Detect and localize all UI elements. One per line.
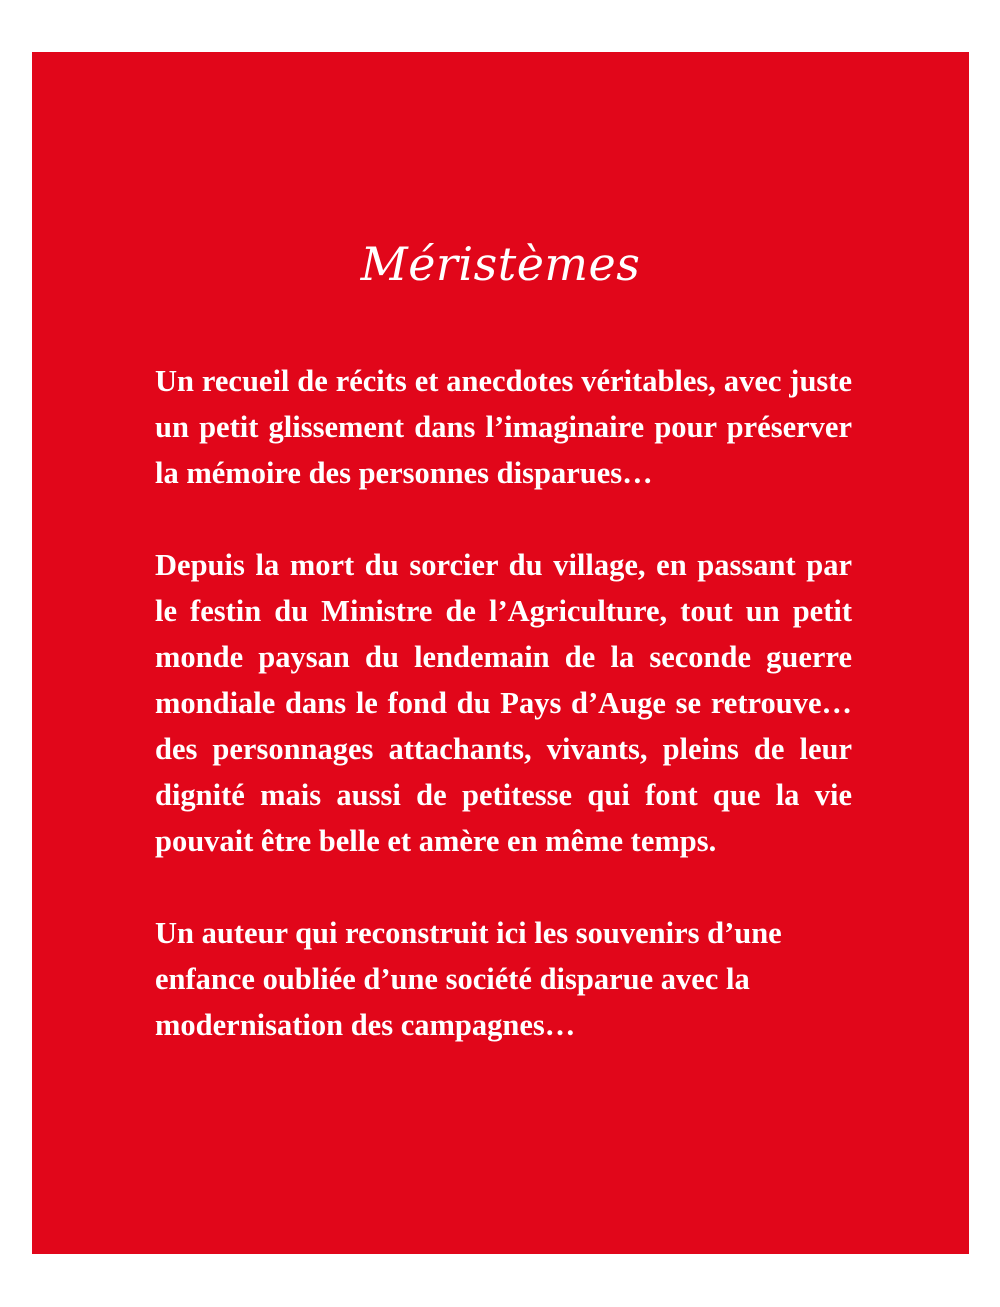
- blurb-paragraph-1: Un recueil de récits et anecdotes véritables, avec juste un petit glissement dans l’imaginaire pour préserver la mémoire des personnes disparues…: [155, 364, 852, 490]
- back-cover: [32, 52, 969, 1254]
- blurb: [155, 358, 852, 1094]
- blurb-paragraph-3: Un auteur qui reconstruit ici les souvenirs d’une enfance oubliée d’une société disparue avec la modernisation des campagnes…: [155, 916, 782, 1042]
- book-title: Méristèmes: [360, 237, 641, 291]
- blurb-paragraph-2: Depuis la mort du sorcier du village, en passant par le festin du Ministre de l’Agriculture, tout un petit monde paysan du lendemain de la seconde guerre mondiale dans le fond du Pays d’Auge se retrouve… des personnages attachants, vivants, pleins de leur dignité mais aussi de petitesse qui font que la vie pouvait être belle et amère en même temps.: [155, 548, 852, 858]
